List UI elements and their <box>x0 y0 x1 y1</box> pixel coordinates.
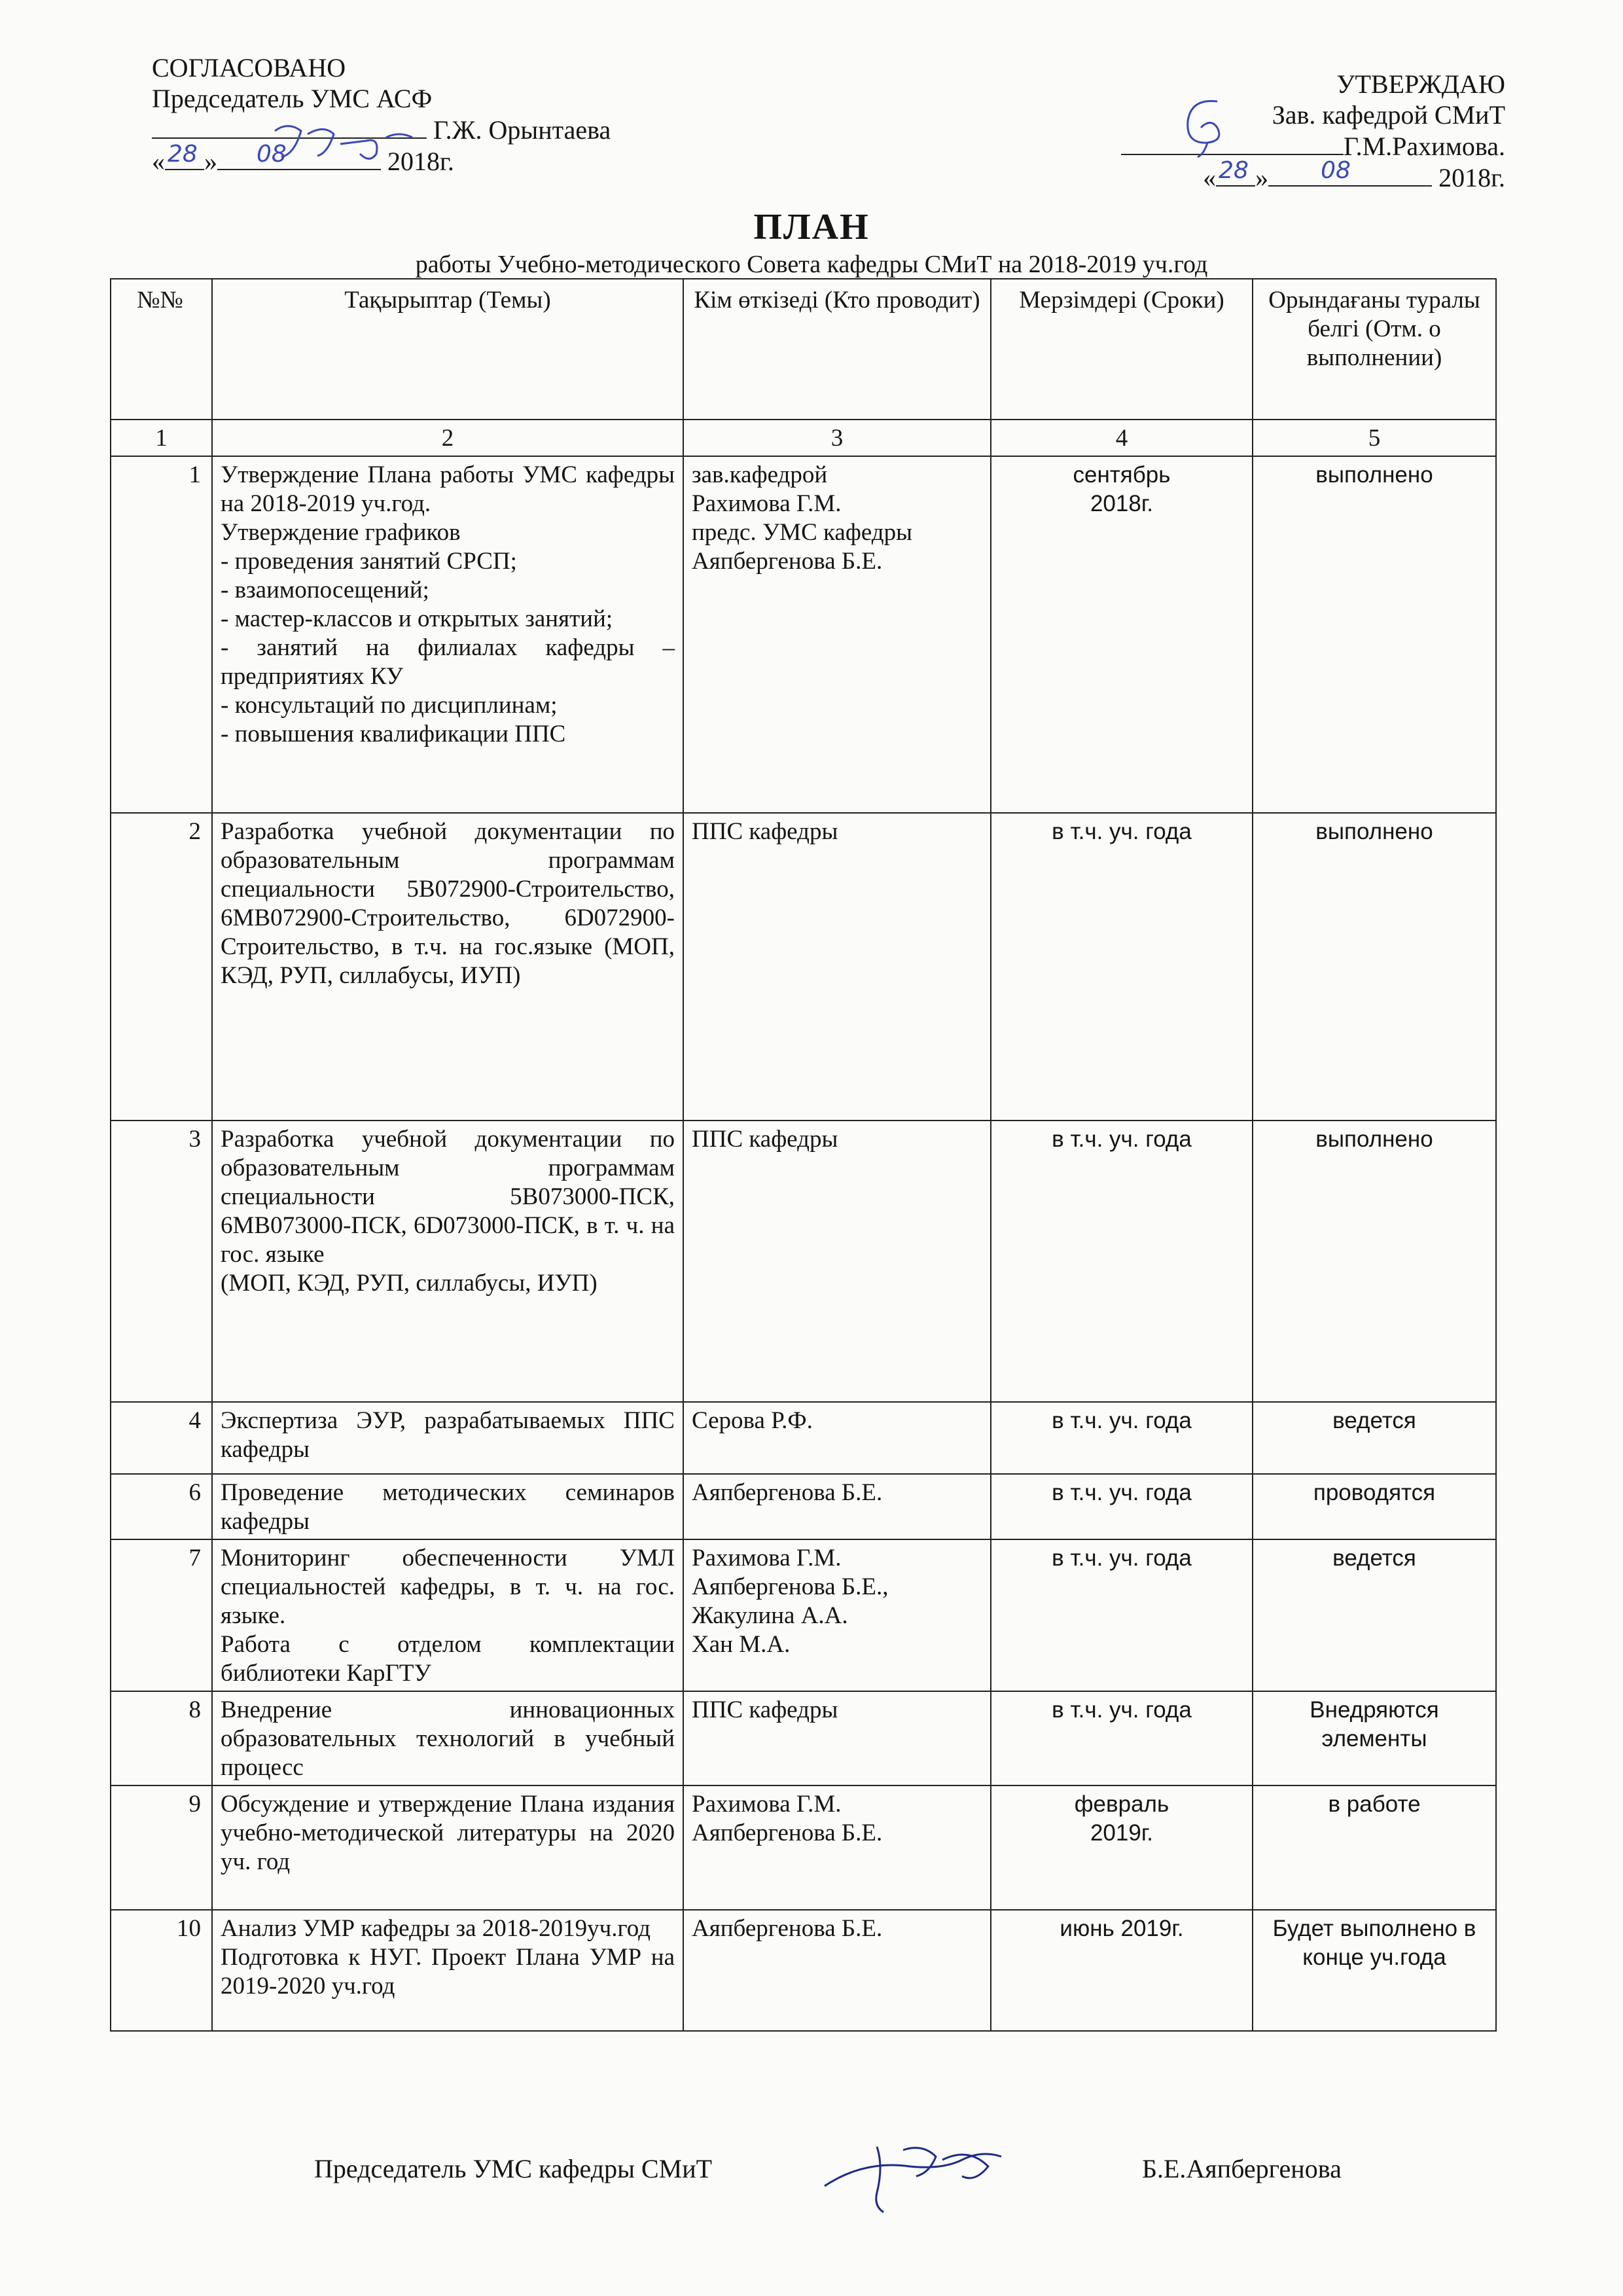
topic-line: Утверждение Плана работы УМС кафедры на 2018-2019 уч.год. <box>221 461 675 517</box>
row-term <box>991 1121 1253 1402</box>
row-completion-mark: Внедряются элементы <box>1253 1691 1496 1785</box>
responsible-line: Рахимова Г.М. <box>692 1791 842 1818</box>
topic-line: Мониторинг обеспеченности УМЛ специальностей кафедры, в т. ч. на гос. языке. <box>221 1545 675 1629</box>
row-topic <box>212 456 683 813</box>
responsible-line: Аяпбергенова Б.Е. <box>692 1915 883 1942</box>
footer-signature-icon <box>812 2121 1034 2219</box>
term-line: в т.ч. уч. года <box>1052 1408 1192 1433</box>
responsible-line: Аяпбергенова Б.Е. <box>692 548 883 575</box>
approval-left-name: Г.Ж. Орынтаева <box>433 115 611 145</box>
row-number: 9 <box>111 1785 212 1910</box>
index-cell: 4 <box>991 420 1253 456</box>
approval-right-signature-line <box>1021 130 1505 162</box>
approval-right-position: Зав. кафедрой СМиТ <box>1272 100 1505 130</box>
topic-line: - проведения занятий СРСП; <box>221 548 517 575</box>
col-header-number: №№ <box>111 279 212 420</box>
row-term <box>991 1402 1253 1474</box>
row-responsible <box>683 1121 991 1402</box>
approval-right-name: Г.М.Рахимова. <box>1343 132 1505 161</box>
responsible-line: Аяпбергенова Б.Е. <box>692 1820 883 1846</box>
row-completion-mark: в работе <box>1253 1785 1496 1910</box>
quote-open: « <box>152 147 165 176</box>
topic-line: Подготовка к НУГ. Проект Плана УМР на 2019-2020 уч.год <box>221 1944 675 2000</box>
row-completion-mark: ведется <box>1253 1539 1496 1691</box>
document-title: ПЛАН <box>753 207 870 247</box>
term-line: июнь 2019г. <box>1060 1916 1184 1941</box>
index-cell: 3 <box>683 420 991 456</box>
date-day-handwritten: 28 <box>168 141 198 168</box>
row-topic <box>212 1691 683 1785</box>
term-line: в т.ч. уч. года <box>1052 1126 1192 1152</box>
table-row <box>111 1539 1496 1691</box>
topic-line: Разработка учебной документации по образовательным программам специальности 5В072900-Строительство, 6МВ072900-Строительство, 6D072900-Строительство, в т.ч. на гос.языке (МОП, КЭД, РУП, силлабусы, ИУП) <box>221 818 675 989</box>
responsible-line: ППС кафедры <box>692 818 838 845</box>
row-term <box>991 1539 1253 1691</box>
topic-line: Экспертиза ЭУР, разрабатываемых ППС кафедры <box>221 1407 675 1463</box>
left-signature-icon <box>262 118 432 170</box>
col-header-topic: Тақырыптар (Темы) <box>212 279 683 420</box>
index-cell: 2 <box>212 420 683 456</box>
responsible-line: зав.кафедрой <box>692 461 828 488</box>
table-row <box>111 1910 1496 2031</box>
topic-line: - повышения квалификации ППС <box>221 721 566 747</box>
approval-left-year: 2018г. <box>387 147 454 176</box>
row-responsible <box>683 1785 991 1910</box>
index-cell: 1 <box>111 420 212 456</box>
row-topic <box>212 1121 683 1402</box>
document-subtitle: работы Учебно-методического Совета кафедры СМиТ на 2018-2019 уч.год <box>415 251 1208 278</box>
term-line: февраль <box>1074 1791 1169 1817</box>
row-term <box>991 813 1253 1121</box>
term-line: в т.ч. уч. года <box>1052 819 1192 844</box>
row-completion-mark: проводятся <box>1253 1474 1496 1539</box>
term-line: в т.ч. уч. года <box>1052 1480 1192 1505</box>
table-body <box>111 456 1496 2031</box>
row-completion-mark: выполнено <box>1253 813 1496 1121</box>
table-row <box>111 1121 1496 1402</box>
term-line: в т.ч. уч. года <box>1052 1697 1192 1723</box>
table-row <box>111 1402 1496 1474</box>
row-term <box>991 456 1253 813</box>
responsible-line: ППС кафедры <box>692 1126 838 1153</box>
approval-left-position: Председатель УМС АСФ <box>152 84 433 113</box>
row-responsible <box>683 1691 991 1785</box>
topic-line: Внедрение инновационных образовательных технологий в учебный процесс <box>221 1696 675 1781</box>
topic-line: Разработка учебной документации по образовательным программам специальности 5В073000-ПСК, 6МВ073000-ПСК, 6D073000-ПСК, в т. ч. на гос. языке <box>221 1126 675 1268</box>
col-header-term: Мерзімдері (Сроки) <box>991 279 1253 420</box>
row-term <box>991 1691 1253 1785</box>
topic-line: - взаимопосещений; <box>221 577 429 603</box>
topic-line: Утверждение графиков <box>221 519 461 546</box>
footer-name: Б.Е.Аяпбергенова <box>1142 2154 1342 2183</box>
topic-line: Работа с отделом комплектации библиотеки КарГТУ <box>221 1631 675 1687</box>
topic-line: Проведение методических семинаров кафедры <box>221 1479 675 1535</box>
row-responsible <box>683 1402 991 1474</box>
date-day-underline <box>165 141 204 170</box>
table-row <box>111 1691 1496 1785</box>
plan-table <box>110 278 1497 2032</box>
date-day-handwritten: 28 <box>1219 157 1249 184</box>
right-signature-icon <box>1171 92 1243 164</box>
row-term <box>991 1910 1253 2031</box>
row-completion-mark: ведется <box>1253 1402 1496 1474</box>
term-line: 2019г. <box>1090 1820 1154 1846</box>
topic-line: (МОП, КЭД, РУП, силлабусы, ИУП) <box>221 1270 597 1297</box>
responsible-line: Серова Р.Ф. <box>692 1407 813 1434</box>
quote-open: « <box>1203 163 1217 192</box>
row-topic <box>212 1402 683 1474</box>
row-topic <box>212 1539 683 1691</box>
approval-right-block <box>1021 69 1505 193</box>
term-line: в т.ч. уч. года <box>1052 1545 1192 1571</box>
row-topic <box>212 1910 683 2031</box>
responsible-line: ППС кафедры <box>692 1696 838 1723</box>
date-month-handwritten: 08 <box>257 141 287 168</box>
row-responsible <box>683 1474 991 1539</box>
date-month-underline <box>1268 157 1432 187</box>
approval-right-date <box>1021 157 1505 193</box>
term-line: сентябрь <box>1073 462 1171 488</box>
table-index-row <box>111 420 1496 456</box>
date-month-handwritten: 08 <box>1321 157 1351 184</box>
row-completion-mark: Будет выполнено в конце уч.года <box>1253 1910 1496 2031</box>
responsible-line: предс. УМС кафедры <box>692 519 912 546</box>
quote-close: » <box>1255 163 1269 192</box>
row-responsible <box>683 456 991 813</box>
table-row <box>111 813 1496 1121</box>
table-header-row <box>111 279 1496 420</box>
topic-line: - мастер-классов и открытых занятий; <box>221 605 613 632</box>
row-number: 10 <box>111 1910 212 2031</box>
row-topic <box>212 1785 683 1910</box>
responsible-line: Жакулина А.А. <box>692 1602 848 1629</box>
row-number: 3 <box>111 1121 212 1402</box>
row-number: 1 <box>111 456 212 813</box>
row-responsible <box>683 1910 991 2031</box>
responsible-line: Рахимова Г.М. <box>692 490 842 517</box>
topic-line: Анализ УМР кафедры за 2018-2019уч.год <box>221 1915 651 1942</box>
row-number: 4 <box>111 1402 212 1474</box>
index-cell: 5 <box>1253 420 1496 456</box>
row-number: 7 <box>111 1539 212 1691</box>
term-line: 2018г. <box>1090 491 1154 516</box>
col-header-who: Кім өткізеді (Кто проводит) <box>683 279 991 420</box>
row-completion-mark: выполнено <box>1253 1121 1496 1402</box>
row-number: 6 <box>111 1474 212 1539</box>
row-topic <box>212 813 683 1121</box>
row-number: 8 <box>111 1691 212 1785</box>
row-term <box>991 1785 1253 1910</box>
responsible-line: Аяпбергенова Б.Е., <box>692 1573 889 1600</box>
footer-position: Председатель УМС кафедры СМиТ <box>314 2154 713 2183</box>
topic-line: Обсуждение и утверждение Плана издания учебно-методической литературы на 2020 уч. год <box>221 1791 675 1875</box>
table-row <box>111 1785 1496 1910</box>
approval-right-year: 2018г. <box>1438 163 1505 192</box>
approval-left-title: СОГЛАСОВАНО <box>152 53 346 82</box>
row-topic <box>212 1474 683 1539</box>
row-term <box>991 1474 1253 1539</box>
topic-line: - консультаций по дисциплинам; <box>221 692 558 719</box>
responsible-line: Хан М.А. <box>692 1631 791 1658</box>
col-header-mark: Орындағаны туралы белгі (Отм. о выполнении) <box>1253 279 1496 420</box>
row-responsible <box>683 813 991 1121</box>
approval-right-title: УТВЕРЖДАЮ <box>1336 69 1505 99</box>
responsible-line: Рахимова Г.М. <box>692 1545 842 1571</box>
row-number: 2 <box>111 813 212 1121</box>
date-day-underline <box>1216 157 1255 187</box>
table-row <box>111 1474 1496 1539</box>
row-responsible <box>683 1539 991 1691</box>
quote-close: » <box>204 147 217 176</box>
row-completion-mark: выполнено <box>1253 456 1496 813</box>
topic-line: - занятий на филиалах кафедры – предприятиях КУ <box>221 634 675 690</box>
table-row <box>111 456 1496 813</box>
responsible-line: Аяпбергенова Б.Е. <box>692 1479 883 1506</box>
